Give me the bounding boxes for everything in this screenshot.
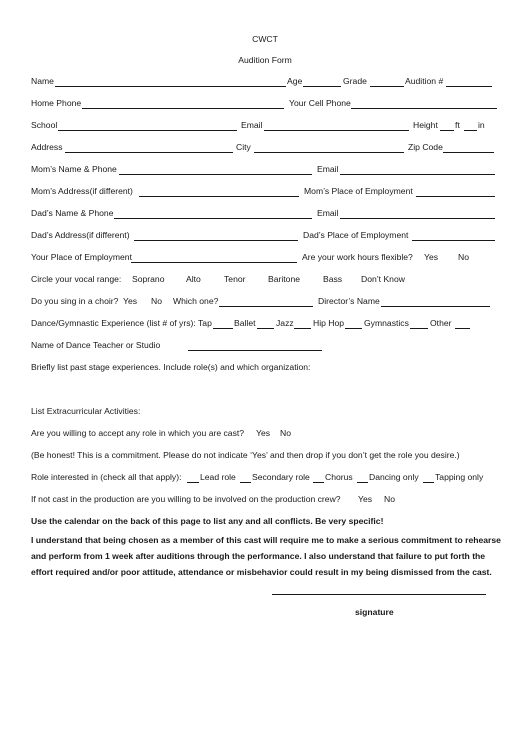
tapping-only-label: Tapping only bbox=[435, 472, 484, 482]
city-label: City bbox=[236, 142, 251, 152]
form-title: Audition Form bbox=[238, 55, 292, 65]
hip-hop-years-field[interactable] bbox=[345, 328, 362, 329]
stage-experience-label: Briefly list past stage experiences. Include role(s) and which organization: bbox=[31, 362, 311, 372]
hip-hop-label: Hip Hop bbox=[313, 318, 345, 328]
gymnastics-years-field[interactable] bbox=[410, 328, 428, 329]
any-role-no-option[interactable]: No bbox=[280, 428, 291, 438]
lead-role-checkbox[interactable] bbox=[187, 482, 199, 483]
height-label: Height bbox=[413, 120, 438, 130]
secondary-role-checkbox[interactable] bbox=[240, 482, 251, 483]
secondary-role-label: Secondary role bbox=[252, 472, 310, 482]
any-role-label: Are you willing to accept any role in which you are cast? bbox=[31, 428, 245, 438]
home-phone-field[interactable] bbox=[82, 108, 284, 109]
dad-name-label: Dad’s Name & Phone bbox=[31, 208, 114, 218]
choir-yes-option[interactable]: Yes bbox=[123, 296, 138, 306]
zip-label: Zip Code bbox=[408, 142, 443, 152]
dance-teacher-field[interactable] bbox=[188, 350, 322, 351]
audition-number-label: Audition # bbox=[405, 76, 444, 86]
school-label: School bbox=[31, 120, 58, 130]
crew-no-option[interactable]: No bbox=[384, 494, 395, 504]
height-ft-field[interactable] bbox=[440, 130, 454, 131]
audition-number-field[interactable] bbox=[446, 86, 492, 87]
home-phone-label: Home Phone bbox=[31, 98, 82, 108]
vocal-baritone-option[interactable]: Baritone bbox=[268, 274, 301, 284]
dad-address-field[interactable] bbox=[134, 240, 298, 241]
lead-role-label: Lead role bbox=[200, 472, 236, 482]
grade-label: Grade bbox=[343, 76, 367, 86]
mom-employment-label: Mom’s Place of Employment bbox=[304, 186, 413, 196]
other-label: Other bbox=[430, 318, 452, 328]
gymnastics-label: Gymnastics bbox=[364, 318, 409, 328]
mom-employment-field[interactable] bbox=[416, 196, 495, 197]
ballet-years-field[interactable] bbox=[257, 328, 274, 329]
dad-email-field[interactable] bbox=[340, 218, 495, 219]
mom-name-field[interactable] bbox=[119, 174, 312, 175]
mom-address-label: Mom’s Address(if different) bbox=[31, 186, 133, 196]
dancing-only-checkbox[interactable] bbox=[357, 482, 368, 483]
grade-field[interactable] bbox=[370, 86, 404, 87]
signature-label: signature bbox=[355, 607, 394, 617]
any-role-yes-option[interactable]: Yes bbox=[256, 428, 271, 438]
age-label: Age bbox=[287, 76, 303, 86]
director-field[interactable] bbox=[381, 306, 490, 307]
dance-teacher-label: Name of Dance Teacher or Studio bbox=[31, 340, 161, 350]
flexible-yes-option[interactable]: Yes bbox=[424, 252, 439, 262]
age-field[interactable] bbox=[303, 86, 341, 87]
which-choir-field[interactable] bbox=[219, 306, 313, 307]
tapping-only-checkbox[interactable] bbox=[423, 482, 434, 483]
tap-years-field[interactable] bbox=[213, 328, 233, 329]
mom-address-field[interactable] bbox=[139, 196, 299, 197]
form-org: CWCT bbox=[252, 34, 278, 44]
ballet-label: Ballet bbox=[234, 318, 256, 328]
which-choir-label: Which one? bbox=[173, 296, 219, 306]
in-label: in bbox=[478, 120, 485, 130]
vocal-alto-option[interactable]: Alto bbox=[186, 274, 201, 284]
dad-address-label: Dad’s Address(if different) bbox=[31, 230, 130, 240]
school-field[interactable] bbox=[58, 130, 237, 131]
jazz-years-field[interactable] bbox=[294, 328, 311, 329]
dad-employment-label: Dad’s Place of Employment bbox=[303, 230, 409, 240]
mom-email-field[interactable] bbox=[340, 174, 495, 175]
vocal-dont-know-option[interactable]: Don’t Know bbox=[361, 274, 405, 284]
role-interest-label: Role interested in (check all that apply): bbox=[31, 472, 182, 482]
commitment-statement: I understand that being chosen as a member of this cast will require me to make a serious commitment to rehearse and perform from 1 week after auditions through the performance. I also understand that failure to put forth the effort required and/or poor attitude, attendance or misbehavior could result in my being dismissed from the cast. bbox=[31, 535, 501, 577]
email-label: Email bbox=[241, 120, 263, 130]
name-label: Name bbox=[31, 76, 54, 86]
dancing-only-label: Dancing only bbox=[369, 472, 419, 482]
flexible-no-option[interactable]: No bbox=[458, 252, 469, 262]
honesty-note: (Be honest! This is a commitment. Please do not indicate ‘Yes’ and then drop if you don’t get the role you desire.) bbox=[31, 450, 460, 460]
jazz-label: Jazz bbox=[276, 318, 294, 328]
flexible-hours-label: Are your work hours flexible? bbox=[302, 252, 413, 262]
director-label: Director’s Name bbox=[318, 296, 380, 306]
other-years-field[interactable] bbox=[455, 328, 470, 329]
dance-experience-label: Dance/Gymnastic Experience (list # of yrs): Tap bbox=[31, 318, 212, 328]
city-field[interactable] bbox=[254, 152, 404, 153]
zip-field[interactable] bbox=[443, 152, 494, 153]
vocal-range-label: Circle your vocal range: bbox=[31, 274, 122, 284]
employment-field[interactable] bbox=[131, 262, 297, 263]
vocal-bass-option[interactable]: Bass bbox=[323, 274, 343, 284]
vocal-tenor-option[interactable]: Tenor bbox=[224, 274, 246, 284]
calendar-note: Use the calendar on the back of this page to list any and all conflicts. Be very specific! bbox=[31, 516, 384, 526]
address-label: Address bbox=[31, 142, 63, 152]
employment-label: Your Place of Employment bbox=[31, 252, 132, 262]
choir-no-option[interactable]: No bbox=[151, 296, 162, 306]
dad-employment-field[interactable] bbox=[412, 240, 495, 241]
choir-label: Do you sing in a choir? bbox=[31, 296, 119, 306]
extracurricular-label: List Extracurricular Activities: bbox=[31, 406, 141, 416]
signature-line[interactable] bbox=[272, 594, 486, 595]
email-field[interactable] bbox=[264, 130, 409, 131]
dad-name-field[interactable] bbox=[114, 218, 312, 219]
address-field[interactable] bbox=[65, 152, 233, 153]
chorus-checkbox[interactable] bbox=[313, 482, 324, 483]
crew-yes-option[interactable]: Yes bbox=[358, 494, 373, 504]
dad-email-label: Email bbox=[317, 208, 339, 218]
cell-phone-field[interactable] bbox=[351, 108, 497, 109]
chorus-label: Chorus bbox=[325, 472, 353, 482]
cell-phone-label: Your Cell Phone bbox=[289, 98, 351, 108]
name-field[interactable] bbox=[55, 86, 286, 87]
crew-label: If not cast in the production are you willing to be involved on the production crew? bbox=[31, 494, 341, 504]
mom-name-label: Mom’s Name & Phone bbox=[31, 164, 117, 174]
vocal-soprano-option[interactable]: Soprano bbox=[132, 274, 165, 284]
mom-email-label: Email bbox=[317, 164, 339, 174]
height-in-field[interactable] bbox=[464, 130, 477, 131]
ft-label: ft bbox=[455, 120, 460, 130]
